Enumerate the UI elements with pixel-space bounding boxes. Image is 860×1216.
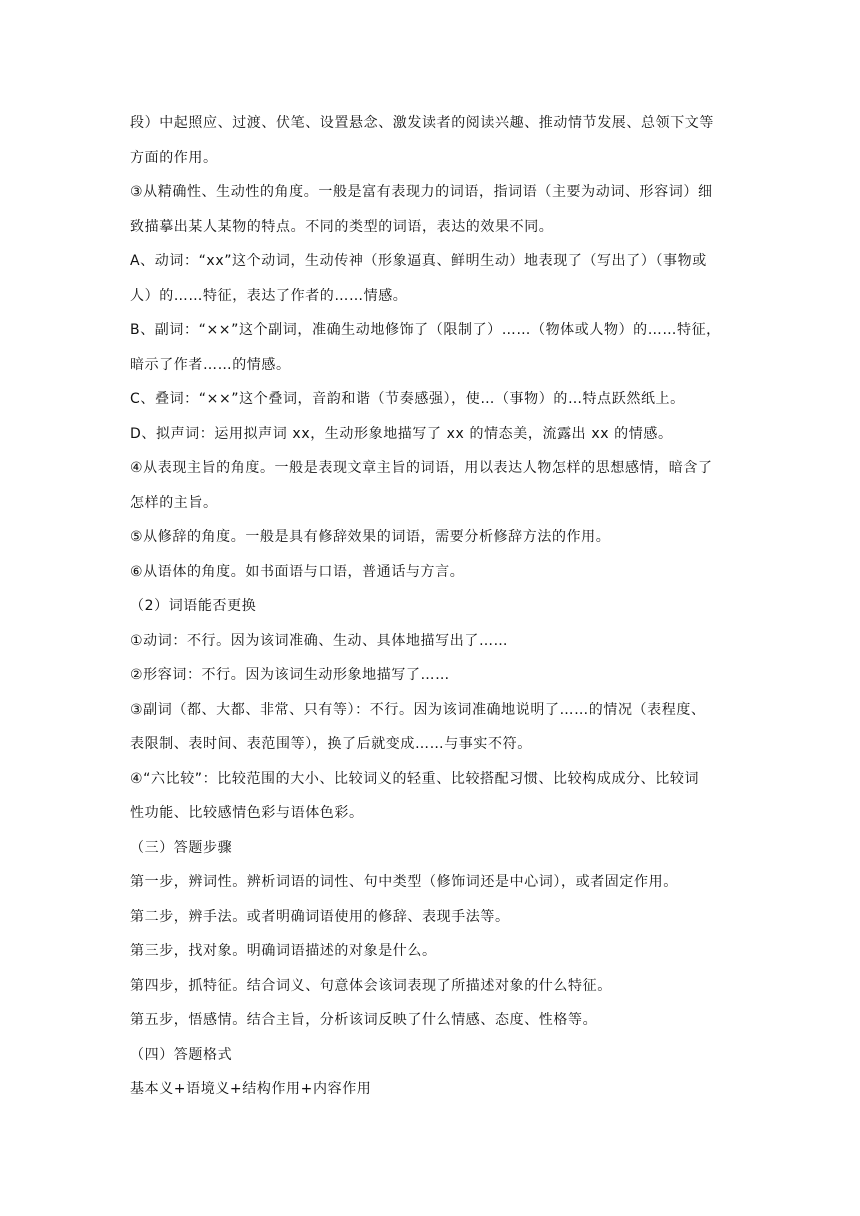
text-line: ⑤从修辞的角度。一般是具有修辞效果的词语，需要分析修辞方法的作用。 [130, 529, 611, 545]
section-heading: （四）答题格式 [130, 1046, 233, 1063]
text-line: C、叠词：“××”这个叠词，音韵和谐（节奏感强），使…（事物）的…特点跃然纸上。 [130, 391, 685, 407]
text-line: 第三步，找对象。明确词语描述的对象是什么。 [130, 943, 437, 959]
text-line: ⑥从语体的角度。如书面语与口语，普通话与方言。 [130, 563, 465, 580]
text-line: D、拟声词：运用拟声词 xx，生动形象地描写了 xx 的情态美，流露出 xx 的情感。 [130, 425, 673, 442]
text-line: ③从精确性、生动性的角度。一般是富有表现力的词语，指词语（主要为动词、形容词）细 [130, 184, 713, 200]
text-line: 段）中起照应、过渡、伏笔、设置悬念、激发读者的阅读兴趣、推动情节发展、总领下文等 [130, 115, 714, 131]
text-line: B、副词：“××”这个副词，准确生动地修饰了（限制了）……（物体或人物）的……特征， [130, 322, 721, 338]
section-heading: （2）词语能否更换 [130, 598, 257, 614]
text-line: 暗示了作者……的情感。 [130, 356, 291, 373]
text-line: 方面的作用。 [130, 149, 218, 166]
text-line: 性功能、比较感情色彩与语体色彩。 [130, 805, 364, 821]
text-line: 怎样的主旨。 [130, 494, 218, 511]
text-line: 第一步，辨词性。辨析词语的词性、句中类型（修饰词还是中心词），或者固定作用。 [130, 874, 678, 890]
text-line: ④从表现主旨的角度。一般是表现文章主旨的词语，用以表达人物怎样的思想感情，暗含了 [130, 460, 713, 476]
text-line: 第五步，悟感情。结合主旨，分析该词反映了什么情感、态度、性格等。 [130, 1012, 598, 1028]
text-line: 基本义+语境义+结构作用+内容作用 [130, 1081, 372, 1097]
text-line: 第四步，抓特征。结合词义、句意体会该词表现了所描述对象的什么特征。 [130, 977, 612, 994]
text-line: 人）的……特征，表达了作者的……情感。 [130, 287, 408, 304]
text-line: A、动词：“xx”这个动词，生动传神（形象逼真、鲜明生动）地表现了（写出了）（事物或 [130, 253, 707, 269]
section-heading: （三）答题步骤 [130, 839, 233, 856]
text-line: 第二步，辨手法。或者明确词语使用的修辞、表现手法等。 [130, 908, 510, 925]
document-body [130, 106, 730, 1107]
text-line: ③副词（都、大都、非常、只有等）：不行。因为该词准确地说明了……的情况（表程度、 [130, 701, 706, 718]
text-line: ④“六比较”：比较范围的大小、比较词义的轻重、比较搭配习惯、比较构成成分、比较词 [130, 770, 700, 787]
text-line: ②形容词：不行。因为该词生动形象地描写了…… [130, 667, 450, 683]
text-line: 表限制、表时间、表范围等），换了后就变成……与事实不符。 [130, 736, 532, 752]
text-line: 致描摹出某人某物的特点。不同的类型的词语，表达的效果不同。 [130, 218, 554, 235]
text-line: ①动词：不行。因为该词准确、生动、具体地描写出了…… [130, 632, 509, 649]
